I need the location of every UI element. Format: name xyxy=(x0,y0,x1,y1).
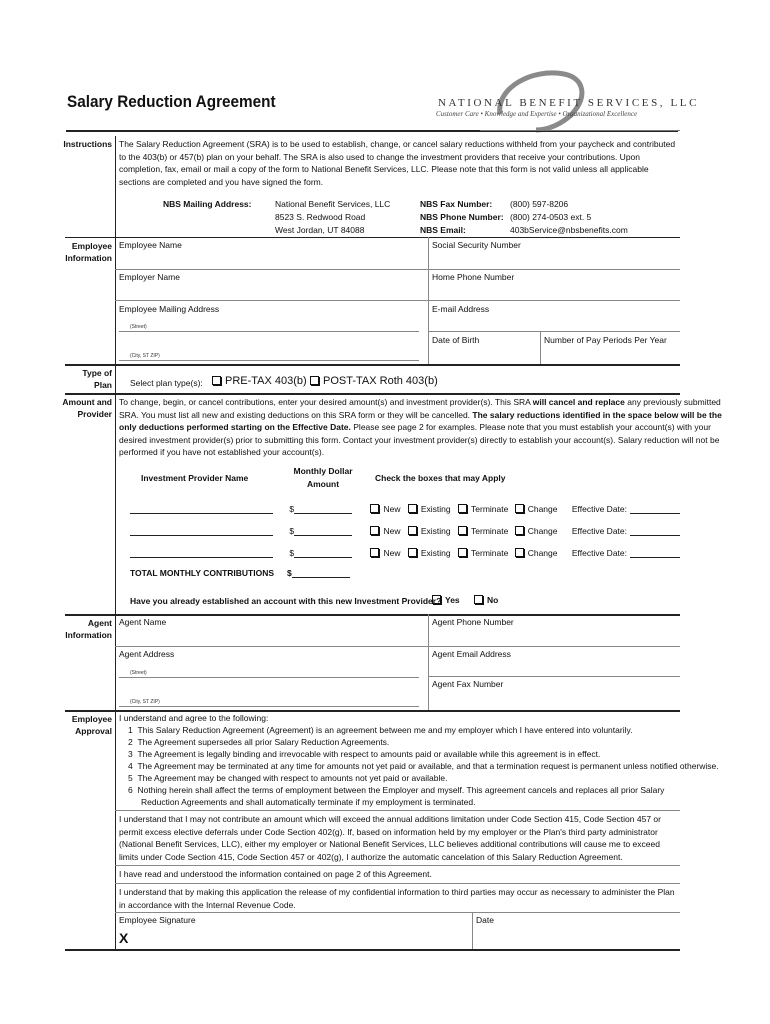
employee-email-field[interactable]: E-mail Address xyxy=(432,304,490,314)
pay-periods-field[interactable]: Number of Pay Periods Per Year xyxy=(544,335,667,345)
no-option[interactable]: No xyxy=(474,595,498,605)
plan-section-label: Type of Plan xyxy=(82,368,112,390)
email-label: NBS Email: xyxy=(420,225,466,235)
no-checkbox[interactable] xyxy=(474,595,483,604)
company-tagline: Customer Care • Knowledge and Expertise • Organizational Excellence xyxy=(436,110,638,118)
mailing-address-line-2: 8523 S. Redwood Road xyxy=(275,212,366,222)
limitation-paragraph: I understand that I may not contribute an amount which will exceed the annual additions limitation under Code Section 415, Code Section 457 or permit excess elective deferrals under Code Section 402(g). If, based on information held by my employer or the Plan's third party administrator (National Benefit Services, LLC), either my employer or National Benefit Services, LLC believes additional contributions will cause me to exceed limits under Code Section 415, Code Section 457 or 402(g), I authorize the automatic cancelation of this Salary Reduction Agreement. xyxy=(119,814,661,862)
agreement-item: 1 This Salary Reduction Agreement (Agreement) is an agreement between me and my employer which I have entered into voluntarily. xyxy=(128,725,633,735)
bottom-rule xyxy=(65,949,680,951)
header-rule-logo xyxy=(480,130,680,131)
employee-mailing-address-field[interactable]: Employee Mailing Address xyxy=(119,304,220,314)
existing-checkbox[interactable] xyxy=(408,504,417,513)
street-line xyxy=(119,677,419,678)
agent-column-divider xyxy=(428,614,429,710)
instructions-text: The Salary Reduction Agreement (SRA) is to be used to establish, change, or cancel salary reductions withheld from your paycheck and contributed to the 403(b) or 457(b) plan on your behalf. The SRA is also used to change the investment providers that receive your contributions. Upon completion, fax, email or mail a copy of the form to National Benefit Services, LLC. Please note that this form is not valid unless all applicable sections are completed and you have signed the form. xyxy=(119,139,676,187)
date-field[interactable]: Date xyxy=(476,915,494,925)
row-rule xyxy=(428,331,680,332)
section-rule-amount xyxy=(65,393,680,395)
approval-section-label: Employee Approval xyxy=(71,714,112,736)
monthly-amount-input[interactable] xyxy=(294,526,352,536)
city-line xyxy=(119,706,419,707)
plan-select-label: Select plan type(s): xyxy=(130,378,203,388)
provider-row: $ New Existing Terminate Change Effective Date: xyxy=(130,548,680,558)
agreement-item: 5 The Agreement may be changed with respect to amounts not yet paid or available. xyxy=(128,773,448,783)
total-amount-input[interactable] xyxy=(292,568,350,578)
agent-name-field[interactable]: Agent Name xyxy=(119,617,167,627)
agent-city-hint: (City, ST ZIP) xyxy=(130,699,160,705)
fax-label: NBS Fax Number: xyxy=(420,199,493,209)
company-name: NATIONAL BENEFIT SERVICES, LLC xyxy=(438,97,700,109)
row-rule xyxy=(115,300,680,301)
section-rule-plan xyxy=(65,364,680,366)
provider-name-input[interactable] xyxy=(130,548,273,558)
change-checkbox[interactable] xyxy=(515,504,524,513)
total-contributions-label: TOTAL MONTHLY CONTRIBUTIONS xyxy=(130,568,275,578)
yes-checkbox[interactable] xyxy=(432,595,441,604)
date-of-birth-field[interactable]: Date of Birth xyxy=(432,335,480,345)
agent-address-field[interactable]: Agent Address xyxy=(119,649,175,659)
agreement-item: 6 Nothing herein shall affect the terms of employment between the Employer and myself. This agreement cancels and replaces all prior Salary xyxy=(128,785,665,795)
confidential-release-paragraph: I understand that by making this application the release of my confidential information to third parties may occur as necessary to administer the Plan in accordance with the Internal Revenue Code. xyxy=(119,887,675,910)
agent-phone-field[interactable]: Agent Phone Number xyxy=(432,617,514,627)
row-rule xyxy=(115,883,680,884)
total-contributions: $ xyxy=(287,568,350,578)
street-line xyxy=(119,331,419,332)
established-account-question: Have you already established an account with this new Investment Provider? xyxy=(130,596,442,606)
provider-column-header: Investment Provider Name xyxy=(141,473,249,483)
city-line xyxy=(119,360,419,361)
agreement-item: 4 The Agreement may be terminated at any time for amounts not yet paid or available, and that a termination request is permanent unless notified otherwise. xyxy=(128,761,719,771)
terminate-checkbox[interactable] xyxy=(458,526,467,535)
terminate-checkbox[interactable] xyxy=(458,504,467,513)
existing-checkbox[interactable] xyxy=(408,526,417,535)
fax-number: (800) 597-8206 xyxy=(510,199,569,209)
change-checkbox[interactable] xyxy=(515,548,524,557)
post-tax-option[interactable]: POST-TAX Roth 403(b) xyxy=(310,375,438,387)
effective-date-input[interactable] xyxy=(630,548,680,558)
signature-divider xyxy=(472,912,473,949)
yes-option[interactable]: Yes xyxy=(432,595,460,605)
provider-row: $ New Existing Terminate Change Effective Date: xyxy=(130,526,680,536)
employer-name-field[interactable]: Employer Name xyxy=(119,272,180,282)
row-rule xyxy=(115,810,680,811)
new-checkbox[interactable] xyxy=(370,526,379,535)
amount-instructions: To change, begin, or cancel contributions, enter your desired amount(s) and investment provider(s). This SRA will cancel and replace any previously submitted SRA. You must list all new and existing deductions on this SRA form or they will be cancelled. The salary reductions identified in the space below will be the only deductions performed starting on the Effective Date. Please see page 2 for examples. Please note that you must establish your account(s) with your desired investment provider(s) prior to submitting this form. Contact your investment provider(s) directly to establish your account(s). Salary reduction will not be performed if you have not established your account(s). xyxy=(119,397,722,457)
employee-section-label: Employee Information xyxy=(65,241,112,263)
post-tax-checkbox[interactable] xyxy=(310,376,319,385)
monthly-amount-column-header: Monthly Dollar Amount xyxy=(293,466,353,489)
new-checkbox[interactable] xyxy=(370,504,379,513)
check-boxes-column-header: Check the boxes that may Apply xyxy=(375,473,506,483)
row-rule xyxy=(115,865,680,866)
mailing-address-line-1: National Benefit Services, LLC xyxy=(275,199,391,209)
pre-tax-checkbox[interactable] xyxy=(212,376,221,385)
row-rule xyxy=(115,646,680,647)
existing-checkbox[interactable] xyxy=(408,548,417,557)
agent-section-label: Agent Information xyxy=(65,618,112,640)
pre-tax-option[interactable]: PRE-TAX 403(b) xyxy=(212,375,307,387)
provider-name-input[interactable] xyxy=(130,526,273,536)
new-checkbox[interactable] xyxy=(370,548,379,557)
street-hint: (Street) xyxy=(130,324,147,330)
terminate-checkbox[interactable] xyxy=(458,548,467,557)
home-phone-field[interactable]: Home Phone Number xyxy=(432,272,515,282)
effective-date-input[interactable] xyxy=(630,526,680,536)
employee-signature-field[interactable]: Employee Signature xyxy=(119,915,196,925)
approval-intro: I understand and agree to the following: xyxy=(119,713,269,723)
monthly-amount-input[interactable] xyxy=(294,504,352,514)
effective-date-input[interactable] xyxy=(630,504,680,514)
section-rule-agent xyxy=(65,614,680,616)
agent-email-field[interactable]: Agent Email Address xyxy=(432,649,511,659)
change-checkbox[interactable] xyxy=(515,526,524,535)
agreement-item-continued: Reduction Agreements and shall automatically terminate if my employment is terminated. xyxy=(141,797,476,807)
agreement-item: 3 The Agreement is legally binding and irrevocable with respect to amounts paid or available while this agreement is in effect. xyxy=(128,749,601,759)
dob-divider xyxy=(540,331,541,364)
row-rule xyxy=(428,676,680,677)
provider-name-input[interactable] xyxy=(130,504,273,514)
phone-number: (800) 274-0503 ext. 5 xyxy=(510,212,592,222)
signature-x-mark: X xyxy=(119,930,129,946)
city-hint: (City, ST ZIP) xyxy=(130,353,160,359)
mailing-address-line-3: West Jordan, UT 84088 xyxy=(275,225,365,235)
ssn-field[interactable]: Social Security Number xyxy=(432,240,521,250)
page-two-acknowledgement: I have read and understood the information contained on page 2 of this Agreement. xyxy=(119,869,432,879)
row-rule xyxy=(115,269,680,270)
employee-name-field[interactable]: Employee Name xyxy=(119,240,182,250)
row-rule xyxy=(115,912,680,913)
amount-section-label: Amount and Provider xyxy=(62,397,112,419)
mailing-address-label: NBS Mailing Address: xyxy=(163,199,252,209)
instructions-label: Instructions xyxy=(63,139,112,149)
provider-row: $ New Existing Terminate Change Effective Date: xyxy=(130,504,680,514)
email-address: 403bService@nbsbenefits.com xyxy=(510,225,628,235)
phone-label: NBS Phone Number: xyxy=(420,212,504,222)
section-rule-employee xyxy=(65,237,680,238)
agent-fax-field[interactable]: Agent Fax Number xyxy=(432,679,504,689)
page-title: Salary Reduction Agreement xyxy=(67,92,276,111)
agent-street-hint: (Street) xyxy=(130,670,147,676)
monthly-amount-input[interactable] xyxy=(294,548,352,558)
agreement-item: 2 The Agreement supersedes all prior Salary Reduction Agreements. xyxy=(128,737,390,747)
label-column-divider xyxy=(115,136,116,949)
